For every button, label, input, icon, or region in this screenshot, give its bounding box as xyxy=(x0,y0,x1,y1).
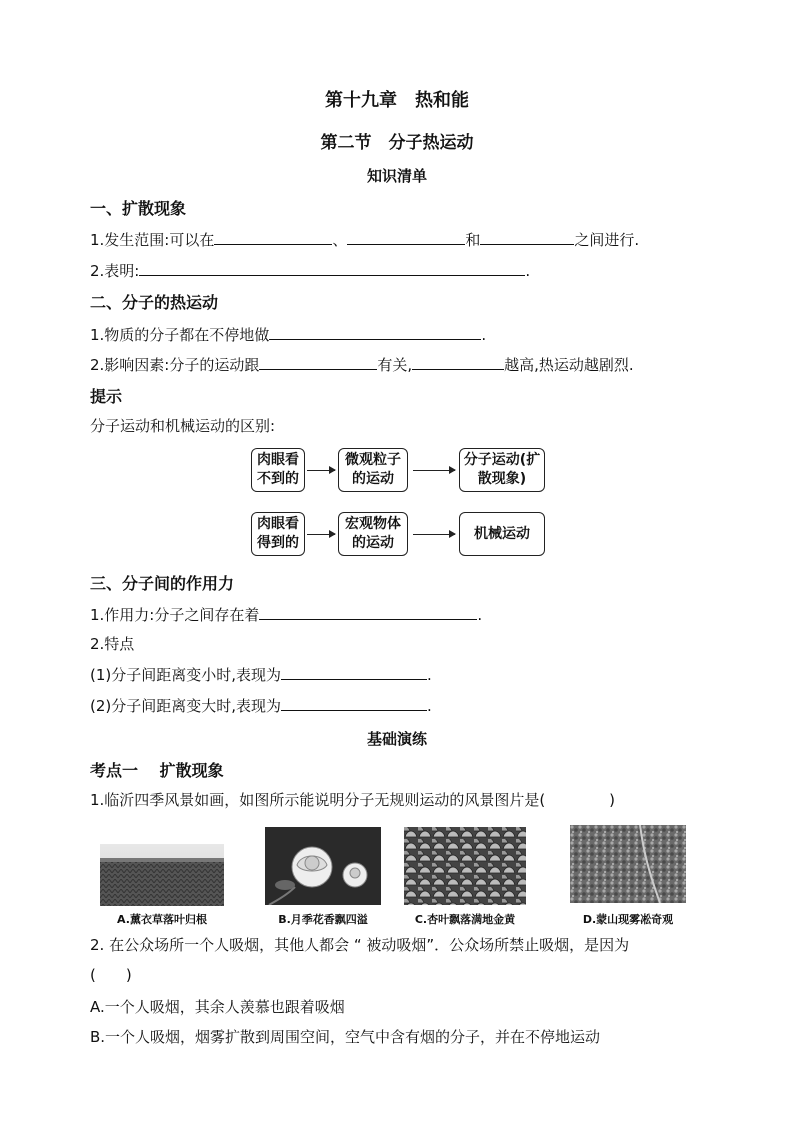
question-2-paren[interactable]: ( ) xyxy=(90,966,132,984)
question-2-option-a[interactable]: A.一个人吸烟，其余人羡慕也跟着吸烟 xyxy=(90,998,345,1016)
diffusion-l1-end: 之间进行. xyxy=(574,231,640,249)
tip-intro: 分子运动和机械运动的区别: xyxy=(90,417,276,435)
force-line-2: 2.特点 xyxy=(90,635,135,653)
force-l3-text: (1)分子间距离变小时,表现为 xyxy=(90,666,282,684)
diffusion-line-1 xyxy=(90,229,639,250)
ginkgo-leaves-photo xyxy=(404,827,526,905)
diffusion-l2-text: 2.表明: xyxy=(90,262,140,280)
force-line-3 xyxy=(90,664,432,685)
answer-blank[interactable] xyxy=(412,354,504,370)
answer-blank[interactable] xyxy=(281,664,427,680)
thermal-line-1 xyxy=(90,324,486,345)
diffusion-l1-and: 和 xyxy=(465,231,481,249)
thermal-heading: 二、分子的热运动 xyxy=(90,293,219,312)
question-2-option-b[interactable]: B.一个人吸烟，烟雾扩散到周围空间，空气中含有烟的分子，并在不停地运动 xyxy=(90,1028,601,1046)
question-1-close: ) xyxy=(609,791,616,809)
caption-b: B.月季花香飘四溢 xyxy=(278,913,368,926)
thermal-line-2 xyxy=(90,354,634,375)
thermal-l2-end: 越高,热运动越剧烈. xyxy=(504,356,634,374)
diffusion-l1-sep: 、 xyxy=(332,231,348,249)
lavender-field-photo xyxy=(100,844,224,906)
flow-box-molecular: 分子运动(扩散现象) xyxy=(459,448,545,492)
question-1-text: 1.临沂四季风景如画，如图所示能说明分子无规则运动的风景图片是( xyxy=(90,791,546,809)
flow-box-mechanical: 机械运动 xyxy=(459,512,545,556)
point-1-heading: 考点一 扩散现象 xyxy=(90,761,224,780)
caption-c: C.杏叶飘落满地金黄 xyxy=(414,913,516,926)
diffusion-line-2 xyxy=(90,260,530,281)
question-1 xyxy=(90,789,615,810)
arrow-icon xyxy=(413,470,455,471)
question-2-text: 2. 在公众场所一个人吸烟，其他人都会 “ 被动吸烟”．公众场所禁止吸烟，是因为 xyxy=(90,936,630,954)
thermal-l2-text: 2.影响因素:分子的运动跟 xyxy=(90,356,260,374)
thermal-l1-text: 1.物质的分子都在不停地做 xyxy=(90,326,270,344)
rose-photo xyxy=(265,827,381,905)
force-l1-text: 1.作用力:分子之间存在着 xyxy=(90,606,260,624)
rime-trees-photo xyxy=(570,825,686,903)
answer-blank[interactable] xyxy=(281,695,427,711)
force-l3-end: . xyxy=(427,666,432,684)
answer-blank[interactable] xyxy=(214,229,332,245)
diffusion-heading: 一、扩散现象 xyxy=(90,199,187,218)
diffusion-l1-text: 1.发生范围:可以在 xyxy=(90,231,215,249)
answer-blank[interactable] xyxy=(480,229,574,245)
answer-blank[interactable] xyxy=(269,324,481,340)
force-heading: 三、分子间的作用力 xyxy=(90,574,235,593)
caption-a: A.薰衣草落叶归根 xyxy=(117,913,207,926)
chapter-title: 第十九章 热和能 xyxy=(325,90,469,111)
flow-box-invisible: 肉眼看不到的 xyxy=(251,448,305,492)
force-l4-text: (2)分子间距离变大时,表现为 xyxy=(90,697,282,715)
knowledge-list-title: 知识清单 xyxy=(366,167,427,185)
section-title: 第二节 分子热运动 xyxy=(320,133,474,153)
tip-heading: 提示 xyxy=(90,387,123,406)
flow-box-visible: 肉眼看得到的 xyxy=(251,512,305,556)
answer-blank[interactable] xyxy=(259,354,377,370)
force-l4-end: . xyxy=(427,697,432,715)
thermal-l1-end: . xyxy=(481,326,487,344)
arrow-icon xyxy=(307,470,335,471)
flow-box-micro: 微观粒子的运动 xyxy=(338,448,408,492)
thermal-l2-mid: 有关, xyxy=(377,356,413,374)
answer-blank[interactable] xyxy=(259,604,477,620)
arrow-icon xyxy=(413,534,455,535)
force-line-1 xyxy=(90,604,482,625)
practice-title: 基础演练 xyxy=(366,730,427,748)
arrow-icon xyxy=(307,534,335,535)
force-line-4 xyxy=(90,695,432,716)
caption-d: D.蒙山现雾凇奇观 xyxy=(582,913,674,926)
diffusion-l2-end: . xyxy=(525,262,531,280)
force-l1-end: . xyxy=(477,606,483,624)
flow-box-macro: 宏观物体的运动 xyxy=(338,512,408,556)
answer-blank[interactable] xyxy=(347,229,465,245)
answer-blank[interactable] xyxy=(139,260,525,276)
